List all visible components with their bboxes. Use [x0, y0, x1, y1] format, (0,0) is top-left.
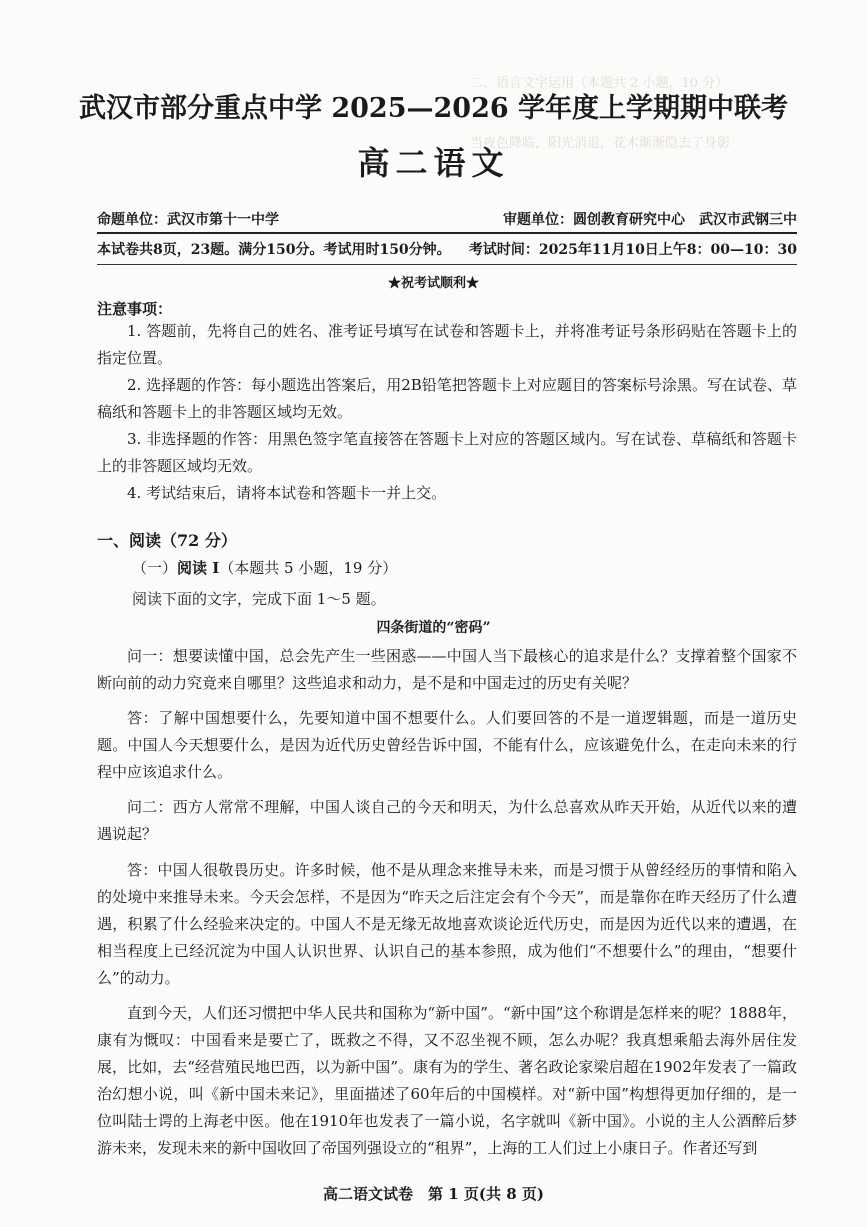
article-paragraph: 问一：想要读懂中国，总会先产生一些困惑——中国人当下最核心的追求是什么？支撑着整个国家不断向前的动力究竟来自哪里？这些追求和动力，是不是和中国走过的历史有关呢？ [97, 647, 797, 692]
page-footer: 高二语文试卷 第 1 页(共 8 页) [323, 1185, 544, 1203]
note-item: 1. 答题前，先将自己的姓名、准考证号填写在试卷和答题卡上，并将准考证号条形码贴在答题卡上的指定位置。 [97, 322, 797, 367]
article-paragraph: 答：中国人很敬畏历史。许多时候，他不是从理念来推导未来，而是习惯于从曾经经历的事情和陷入的处境中来推导未来。今天会怎样，不是因为“昨天之后注定会有个今天”，而是靠你在昨天经历了什么遭遇，积累了什么经验来决定的。中国人不是无缘无故地喜欢谈论近代历史，而是因为近代以来的遭遇，在相当程度上已经沉淀为中国人认识世界、认识自己的基本参照，成为他们“不想要什么”的理由，“想要什么”的动力。 [97, 861, 797, 987]
good-luck-note: ★祝考试顺利★ [387, 276, 479, 291]
note-item: 4. 考试结束后，请将本试卷和答题卡一并上交。 [127, 484, 447, 502]
notes-heading: 注意事项： [97, 300, 173, 318]
exam-title: 武汉市部分重点中学 2025—2026 学年度上学期期中联考 [78, 93, 789, 124]
review-unit: 审题单位：圆创教育研究中心 武汉市武钢三中 [503, 212, 797, 228]
reading-instruction: 阅读下面的文字，完成下面 1～5 题。 [132, 590, 386, 608]
header-divider [97, 232, 797, 234]
subsection-name: 阅读 I [177, 559, 220, 577]
author-unit: 命题单位：武汉市第十一中学 [97, 212, 279, 228]
section-title: 一、阅读（72 分） [97, 531, 237, 550]
paper-info: 本试卷共8页，23题。满分150分。考试用时150分钟。 [97, 242, 451, 258]
bleed-through-text: 二、语言文字运用（本题共 2 小题，10 分） [470, 76, 729, 91]
note-item: 2. 选择题的作答：每小题选出答案后，用2B铅笔把答题卡上对应题目的答案标号涂黑。写在试卷、草稿纸和答题卡上的非答题区域均无效。 [97, 376, 797, 421]
info-divider [97, 264, 797, 265]
article-paragraph: 直到今天，人们还习惯把中华人民共和国称为“新中国”。“新中国”这个称谓是怎样来的呢？1888年，康有为慨叹：中国看来是要亡了，既救之不得，又不忍坐视不顾，怎么办呢？我真想乘船去海外居住发展，比如，去“经营殖民地巴西，以为新中国”。康有为的学生、著名政论家梁启超在1902年发表了一篇政治幻想小说，叫《新中国未来记》，里面描述了60年后的中国模样。对“新中国”构想得更加仔细的，是一位叫陆士谔的上海老中医。他在1910年也发表了一篇小说，名字就叫《新中国》。小说的主人公酒醉后梦游未来，发现未来的新中国收回了帝国列强设立的“租界”，上海的工人们过上小康日子。作者还写到 [97, 1004, 797, 1157]
subsection-label: （一） [132, 559, 178, 577]
article-title: 四条街道的“密码” [376, 620, 491, 636]
bleed-through-text: 当夜色降临，阳光消退，花木渐渐隐去了身影 [470, 136, 731, 151]
exam-time: 考试时间：2025年11月10日上午8：00—10：30 [468, 242, 797, 258]
subject-title: 高二语文 [357, 144, 510, 182]
article-paragraph: 问二：西方人常常不理解，中国人谈自己的今天和明天，为什么总喜欢从昨天开始，从近代以来的遭遇说起？ [97, 798, 797, 843]
subsection-heading [132, 557, 397, 578]
article-paragraph: 答：了解中国想要什么，先要知道中国不想要什么。人们要回答的不是一道逻辑题，而是一道历史题。中国人今天想要什么，是因为近代历史曾经告诉中国，不能有什么，应该避免什么，在走向未来的行程中应该追求什么。 [97, 709, 797, 781]
subsection-detail: （本题共 5 小题，19 分） [219, 559, 398, 577]
note-item: 3. 非选择题的作答：用黑色签字笔直接答在答题卡上对应的答题区域内。写在试卷、草稿纸和答题卡上的非答题区域均无效。 [97, 430, 797, 475]
